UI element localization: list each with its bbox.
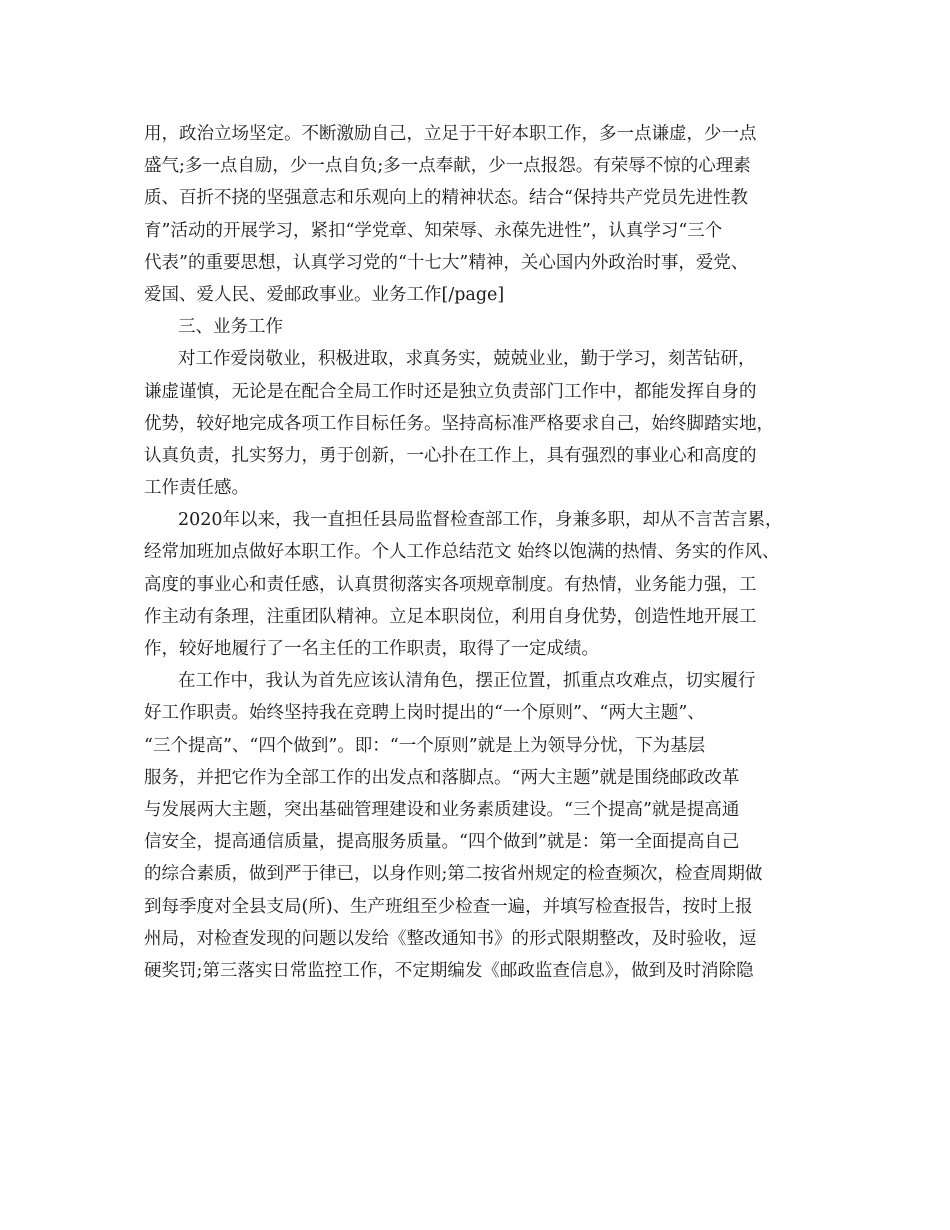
text-line: 优势，较好地完成各项工作目标任务。坚持高标准严格要求自己，始终脚踏实地， [144, 413, 774, 434]
text-line: 爱国、爱人民、爱邮政事业。业务工作[/page] [144, 284, 505, 305]
text-line: 经常加班加点做好本职工作。个人工作总结范文 始终以饱满的热情、务实的作风、 [144, 542, 780, 563]
text-line: 谦虚谨慎，无论是在配合全局工作时还是独立负责部门工作中，都能发挥自身的 [144, 381, 757, 402]
text-line: 在工作中，我认为首先应该认清角色，摆正位置，抓重点攻难点，切实履行 [178, 671, 756, 692]
text-line: 质、百折不挠的坚强意志和乐观向上的精神状态。结合“保持共产党员先进性教 [144, 188, 748, 209]
text-line: 的综合素质，做到严于律已，以身作则;第二按省州规定的检查频次，检查周期做 [144, 864, 763, 885]
text-line: 盛气;多一点自励，少一点自负;多一点奉献，少一点报怨。有荣辱不惊的心理素 [144, 156, 751, 177]
text-line: 到每季度对全县支局(所)、生产班组至少检查一遍，并填写检查报告，按时上报 [144, 896, 753, 917]
text-line: 三、业务工作 [178, 317, 283, 338]
body-text [144, 118, 816, 987]
text-line: 作主动有条理，注重团队精神。立足本职岗位，利用自身优势，创造性地开展工 [144, 606, 757, 627]
text-line: 育”活动的开展学习，紧扣“学党章、知荣辱、永葆先进性”，认真学习“三个 [144, 220, 723, 241]
text-line: 与发展两大主题，突出基础管理建设和业务素质建设。“三个提高”就是提高通 [144, 799, 740, 820]
text-line: 认真负责，扎实努力，勇于创新，一心扑在工作上，具有强烈的事业心和高度的 [144, 445, 757, 466]
text-line: 好工作职责。始终坚持我在竞聘上岗时提出的“一个原则”、“两大主题”、 [144, 703, 705, 724]
text-line: 用，政治立场坚定。不断激励自己，立足于干好本职工作，多一点谦虚，少一点 [144, 124, 757, 144]
text-line: “三个提高”、“四个做到”。即：“一个原则”就是上为领导分忧，下为基层 [144, 735, 706, 756]
text-line: 信安全，提高通信质量，提高服务质量。“四个做到”就是：第一全面提高自己 [144, 832, 740, 853]
text-line: 服务，并把它作为全部工作的出发点和落脚点。“两大主题”就是围绕邮政改革 [144, 767, 740, 788]
text-line: 工作责任感。 [144, 478, 249, 499]
text-line: 高度的事业心和责任感，认真贯彻落实各项规章制度。有热情，业务能力强，工 [144, 574, 757, 595]
text-line: 州局，对检查发现的问题以发给《整改通知书》的形式限期整改，及时验收，逗 [144, 928, 757, 949]
text-line: 对工作爱岗敬业，积极进取，求真务实，兢兢业业，勤于学习，刻苦钻研， [178, 349, 756, 370]
text-line: 硬奖罚;第三落实日常监控工作，不定期编发《邮政监查信息》，做到及时消除隐 [144, 960, 754, 981]
text-line: 代表”的重要思想，认真学习党的“十七大”精神，关心国内外政治时事，爱党、 [144, 252, 749, 273]
text-line: 作，较好地履行了一名主任的工作职责，取得了一定成绩。 [144, 639, 599, 659]
text-line: 2020年以来，我一直担任县局监督检查部工作，身兼多职，却从不言苦言累， [178, 510, 783, 531]
